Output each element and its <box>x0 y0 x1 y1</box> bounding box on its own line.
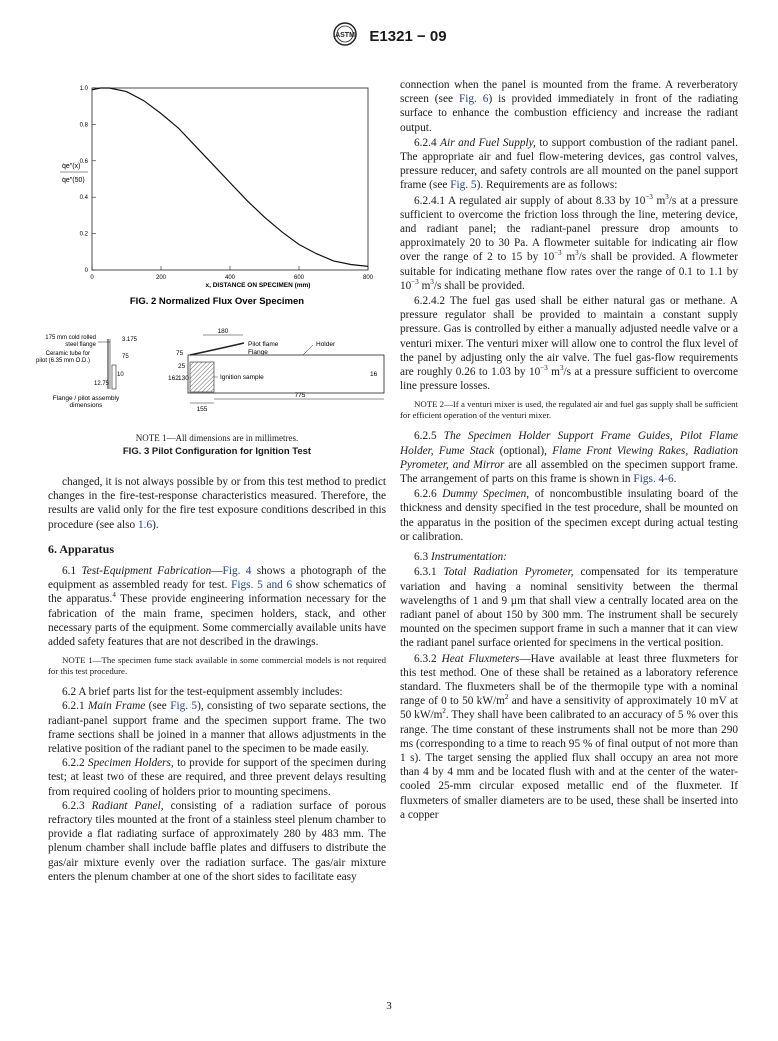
fig3-note: NOTE 1—All dimensions are in millimetres. <box>135 433 299 443</box>
fig3-label-775: 775 <box>294 392 306 399</box>
right-column-text <box>400 78 738 823</box>
fig3-label-155: 155 <box>196 406 208 413</box>
x-tick-label: 400 <box>224 275 236 281</box>
fig3-label-3175: 3.175 <box>122 337 138 343</box>
page-number: 3 <box>386 1000 392 1012</box>
paragraph: 6.3.1 Total Radiation Pyrometer, compensated for its temperature variation and having a nominal sensitivity between the thermal wavelengths of 1 and 9 µm that shall view a centrally located area on the radiant panel of about 150 by 300 mm. The instrument shall be securely mounted on the specimen support frame in such a manner that it can view the radiant panel surface oriented for specimens in the vertical position. <box>400 566 738 650</box>
paragraph: 6.3 Instrumentation: <box>414 551 507 564</box>
paragraph: connection when the panel is mounted from the frame. A reverberatory screen (see Fig. 6) is provided immediately in front of the radiating surface to enhance the combustion efficiency and increase the radiant output. <box>400 79 739 134</box>
fig3-label-ignition-sample: Ignition sample <box>220 374 264 381</box>
paragraph: 6.2.1 Main Frame (see Fig. 5), consisting of two separate sections, the radiant-panel support frame and the specimen support frame. The two frame sections shall be joined in a manner that allows adjustments in the relative position of the radiant panel to the specimen to be made easily. <box>48 700 386 756</box>
svg-text:ASTM: ASTM <box>335 32 356 39</box>
paragraph: 6.2.4.2 The fuel gas used shall be either natural gas or methane. A pressure regulator shall be provided to maintain a constant supply pressure. Gas is controlled by either a manually adjusted needle valve or a venturi mixer. The venturi mixer will allow one to control the flux level of the panel by adjusting only the air valve. The fuel gas-flow requirements are roughly 0.26 to 1.03 by $10^{-3}$ $m^3/s$ at a pressure sufficient to overcome line pressure losses. <box>400 295 738 393</box>
paragraph: 6.2.6 Dummy Specimen, of noncombustible insulating board of the thickness and density specified in the test procedure, shall be mounted on the apparatus in the position of the specimen except during actual testing or calibration. <box>400 488 739 543</box>
paragraph: 6.2.2 Specimen Holders, to provide for support of the specimen during test; at least two of these are required, and three prevent delays resulting from required cooling of holders prior to mounting specimens. <box>48 757 386 798</box>
fig3-label-180: 180 <box>217 328 229 335</box>
astm-logo <box>331 22 359 51</box>
y-tick-label: 0.6 <box>79 158 88 165</box>
paragraph: 6.2 A brief parts list for the test-equipment assembly includes: <box>62 686 343 699</box>
y-tick-label: 0 <box>84 268 88 274</box>
fig2-plot <box>48 74 386 310</box>
y-tick-label: 0.2 <box>79 231 88 238</box>
fig3-label-75a: 75 <box>122 354 129 360</box>
fig3-label-ceramic: Ceramic tube for <box>45 351 90 357</box>
fig3-label-130: 130 <box>178 375 189 382</box>
left-column-text <box>48 475 386 884</box>
section-heading: 6. Apparatus <box>48 541 115 556</box>
fig3-label-flange: Flange <box>248 349 268 356</box>
fig3-label-pilot-flame: Pilot flame <box>248 341 279 348</box>
fig3-label-162: 162 <box>168 375 179 382</box>
fig3-diagram <box>35 325 386 435</box>
document-header <box>0 22 778 51</box>
y-tick-label: 0.4 <box>79 195 88 202</box>
standard-code: E1321 − 09 <box>369 28 447 45</box>
note: NOTE 1—The specimen fume stack available in some commercial models is not required for this test procedure. <box>48 655 386 677</box>
x-tick-label: 0 <box>90 275 94 281</box>
fig2-xlabel: x, DISTANCE ON SPECIMEN (mm) <box>205 282 311 289</box>
paragraph: 6.2.5 The Specimen Holder Support Frame Guides, Pilot Flame Holder, Fume Stack (optional), Flame Front Viewing Rakes, Radiation Pyrometer, and Mirror are all assembled on the specimen support frame. The arrangement of parts on this frame is shown in Figs. 4-6. <box>400 430 738 486</box>
fig3-caption: FIG. 3 Pilot Configuration for Ignition Test <box>122 446 312 457</box>
x-tick-label: 600 <box>293 275 305 281</box>
paragraph: 6.2.3 Radiant Panel, consisting of a radiation surface of porous refractory tiles mounted at the front of a stainless steel plenum chamber to provide a flat radiating surface of approximately 280 by 483 mm. The plenum chamber shall include baffle plates and diffusers to distribute the gas/air mixture evenly over the radiation surface. The gas/air mixture enters the plenum chamber at one of the short sides to facilitate easy <box>48 799 386 883</box>
paragraph: 6.2.4 Air and Fuel Supply, to support combustion of the radiant panel. The appropriate air and fuel flow-metering devices, gas control valves, pressure reducer, and safety controls are all mounted on the panel support frame (see Fig. 5). Requirements are as follows: <box>400 136 738 192</box>
fig3-label-10: 10 <box>117 372 124 378</box>
paragraph: 6.3.2 Heat Fluxmeters—Have available at least three fluxmeters for this test method. One of these shall be retained as a laboratory reference standard. The fluxmeters shall be of the thermopile type with a nominal range of 0 to 50 $kW/m^2$ and have a sensitivity of approximately 10 mV at 50 $kW/m^2$. They shall have been calibrated to an accuracy of 5 % over this range. The time constant of these instruments shall not be more than 290 ms (corresponding to a time to reach 95 % of final output of not more than 1 s). The target sensing the applied flux shall occupy an area not more than 4 by 4 mm and be located flush with and at the center of the water-cooled 25-mm circular exposed metallic end of the fluxmeter. If fluxmeters of smaller diameters are to be used, these shall be inserted into a copper <box>400 652 739 821</box>
fig2-ylabel-bottom: q̇e″(50) <box>62 177 85 184</box>
fig3-label-cold-rolled: 175 mm cold rolled <box>45 335 96 341</box>
flux-curve <box>92 88 368 266</box>
fig2-chart <box>48 74 386 310</box>
fig3-label-16: 16 <box>370 371 378 378</box>
fig2-caption: FIG. 2 Normalized Flux Over Specimen <box>129 296 305 307</box>
note: NOTE 2—If a venturi mixer is used, the regulated air and fuel gas supply shall be sufficient for efficient operation of the venturi mixer. <box>400 399 738 421</box>
fig2-ylabel-top: q̇e″(x) <box>62 163 81 170</box>
fig2-frame <box>92 88 368 270</box>
fig3-label-flange-assembly: Flange / pilot assembly <box>52 395 120 402</box>
paragraph: changed, it is not always possible by or from this test method to predict changes in the fire-test-response characteristics measured. Therefore, the results are valid only for the fire test exposure conditions described in this procedure (see also 1.6). <box>48 476 386 531</box>
fig3-svg <box>35 325 386 435</box>
x-tick-label: 800 <box>362 275 374 281</box>
y-tick-label: 0.8 <box>79 122 88 129</box>
fig3-label-holder: Holder <box>316 341 336 348</box>
fig3-label-75b: 75 <box>176 350 184 357</box>
x-tick-label: 200 <box>155 275 167 281</box>
fig3-label-steel-flange: steel flange <box>65 342 96 348</box>
fig3-label-1275: 12.75 <box>94 381 110 387</box>
fig3-label-dimensions: dimensions <box>69 402 103 409</box>
fig3-label-25: 25 <box>178 363 186 370</box>
y-tick-label: 1.0 <box>79 86 88 92</box>
paragraph: 6.1 Test-Equipment Fabrication—Fig. 4 shows a photograph of the equipment as assembled ready for test. Figs. 5 and 6 show schematics of the apparatus.$^4$ These provide engineering information necessary for the fabrication of the main frame, specimen holders, stack, and other necessary parts of the equipment. Some commercially available units have added safety features that are not described in the drawings. <box>48 565 387 649</box>
paragraph: 6.2.4.1 A regulated air supply of about 8.33 by $10^{-3}$ $m^3/s$ at a pressure sufficient to overcome the friction loss through the line, metering device, and radiant panel; the radiant-panel pressure drop amounts to approximately 20 to 30 Pa. A flowmeter suitable for indicating air flow over the range of 2 to 15 by $10^{-3}$ $m^3/s$ shall be provided. A flowmeter suitable for indicating methane flow rates over the range of 0.1 to 1.1 by $10^{-3}$ $m^3/s$ shall be provided. <box>400 192 738 292</box>
fig3-label-pilot: pilot (6.35 mm O.D.) <box>35 358 90 364</box>
